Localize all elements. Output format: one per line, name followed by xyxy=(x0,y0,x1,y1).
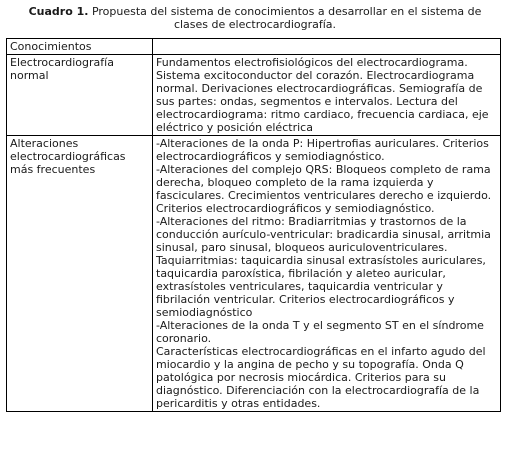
table-caption xyxy=(12,5,498,31)
content-paragraph: Características electrocardiográficas en el infarto agudo del miocardio y la angina de pecho y su topografía. Onda Q patológica por necrosis miocárdica. Criterios para su diagnóstico. Diferenciación con la electrocardiografía de la pericarditis y otras entidades. xyxy=(156,345,486,410)
header-cell-conocimientos: Conocimientos xyxy=(7,39,153,55)
knowledge-table xyxy=(6,38,501,412)
content-paragraph: -Alteraciones del complejo QRS: Bloqueos completo de rama derecha, bloqueo completo de la rama izquierda y fasciculares. Crecimientos ventriculares derecho e izquierdo. Criterios electrocardiográficos y semiodiagnóstico. xyxy=(156,163,492,215)
content-cell xyxy=(153,136,501,412)
header-cell-empty xyxy=(153,39,501,55)
content-paragraph: Fundamentos electrofisiológicos del electrocardiograma. Sistema excitoconductor del corazón. Electrocardiograma normal. Derivaciones electrocardiográficas. Semiografía de sus partes: ondas, segmentos e intervalos. Lectura del electrocardiograma: ritmo cardiaco, frecuencia cardiaca, eje eléctrico y posición eléctrica xyxy=(156,56,489,134)
content-paragraph: -Alteraciones del ritmo: Bradiarritmias y trastornos de la conducción aurículo-ventricular: bradicardia sinusal, arritmia sinusal, paro sinusal, bloqueos auriculoventriculares. Taquiarritmias: taquicardia sinusal extrasístoles auriculares, taquicardia paroxística, fibrilación y aleteo auricular, extrasístoles ventriculares, taquicardia ventricular y fibrilación ventricular. Criterios electrocardiográficos y semiodiagnóstico xyxy=(156,215,491,319)
content-paragraph: -Alteraciones de la onda P: Hipertrofias auriculares. Criterios electrocardiográficos y semiodiagnóstico. xyxy=(156,137,489,163)
content-cell xyxy=(153,55,501,136)
content-paragraph: -Alteraciones de la onda T y el segmento ST en el síndrome coronario. xyxy=(156,319,484,345)
caption-label: Cuadro 1. xyxy=(28,5,89,18)
caption-text: Propuesta del sistema de conocimientos a desarrollar en el sistema de clases de electrocardiografía. xyxy=(88,5,482,31)
topic-cell: Electrocardiografía normal xyxy=(7,55,153,136)
topic-cell: Alteraciones electrocardiográficas más frecuentes xyxy=(7,136,153,412)
table-header-row xyxy=(7,39,501,55)
table-row xyxy=(7,55,501,136)
table-row xyxy=(7,136,501,412)
